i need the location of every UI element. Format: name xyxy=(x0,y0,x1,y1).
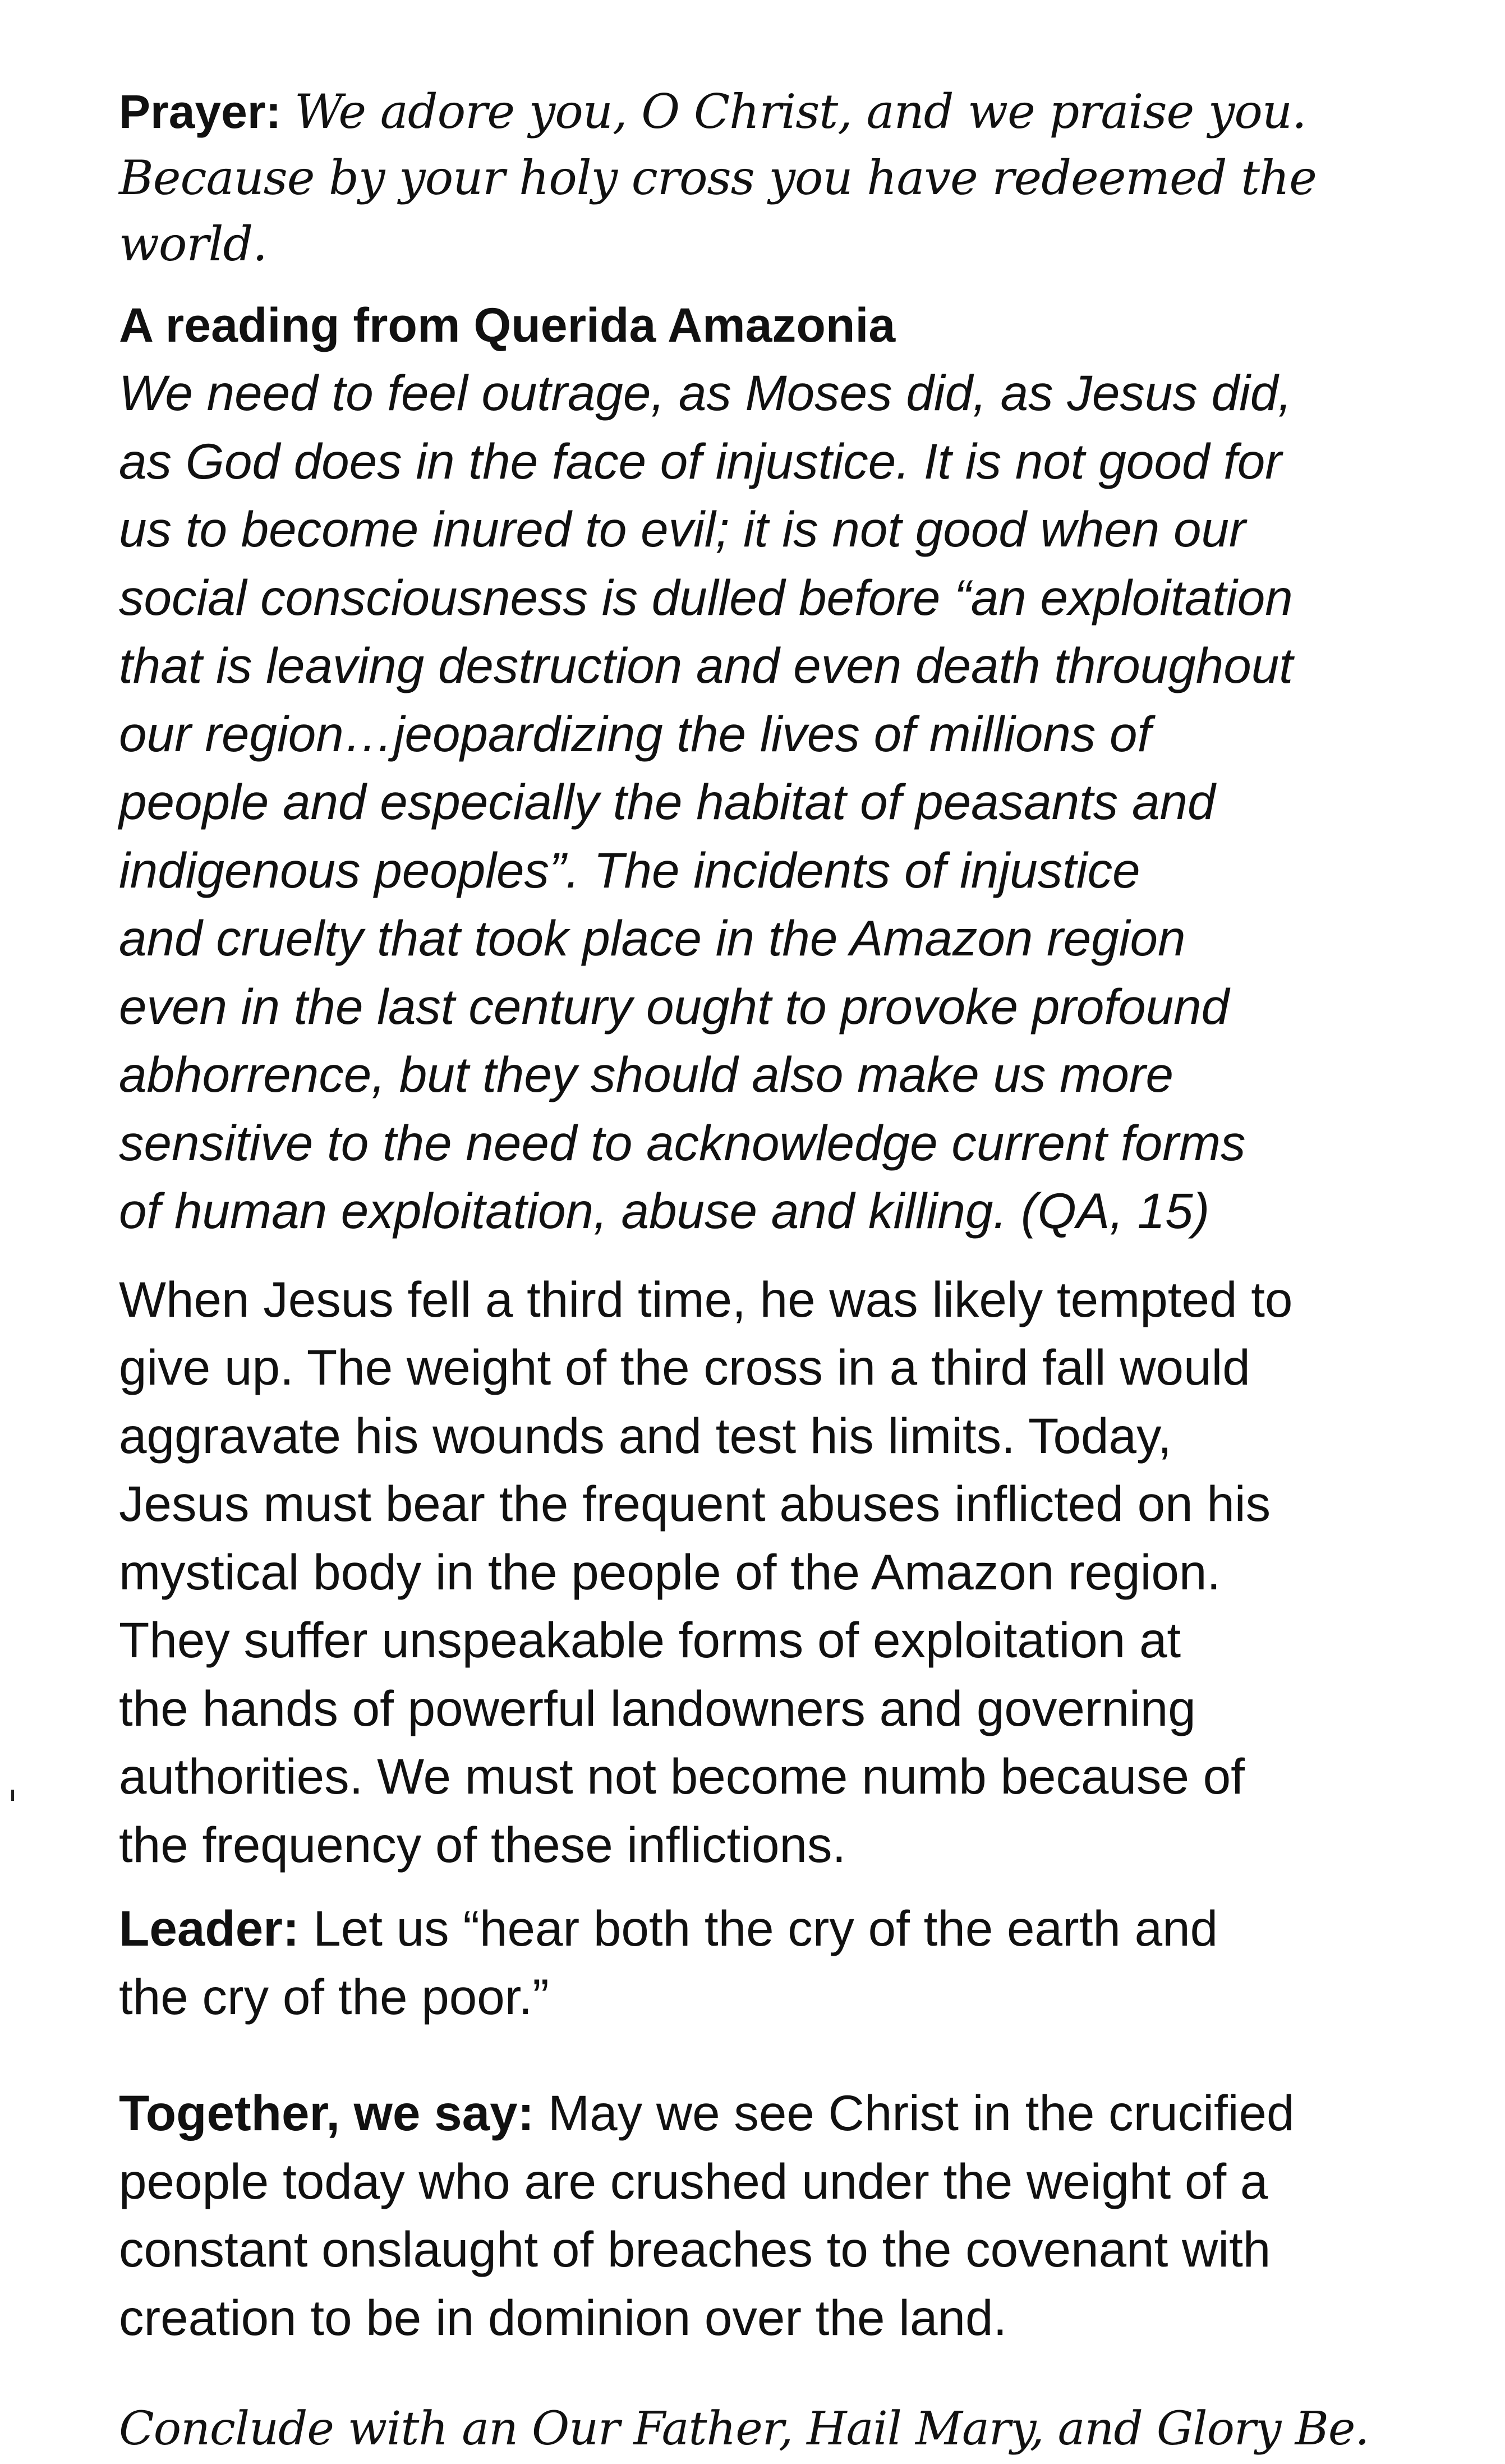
reading-title: A reading from Querida Amazonia xyxy=(119,298,896,352)
together-text: May we see Christ in the crucified people today who are crushed under the weight of a constant onslaught of breaches to the covenant with creation to be in dominion over the land. xyxy=(119,2085,1295,2346)
leader-label: Leader: xyxy=(119,1900,300,1956)
together-response xyxy=(119,2079,1432,2352)
prayer-label: Prayer: xyxy=(119,85,282,138)
leader-text: Let us “hear both the cry of the earth and the cry of the poor.” xyxy=(119,1900,1218,2025)
leader-response xyxy=(119,1895,1432,2031)
prayer-line-2: Because by your holy cross you have redeemed the world. xyxy=(119,150,1317,272)
closing-instruction: Conclude with an Our Father, Hail Mary, and Glory Be. xyxy=(119,2402,1369,2456)
reading-quote: We need to feel outrage, as Moses did, as Jesus did, as God does in the face of injustice. It is not good for us to become inured to evil; it is not good when our social consciousness is dulled before “an exploitation that is leaving destruction and even death throughout our region…jeopardizing the lives of millions of people and especially the habitat of peasants and indigenous peoples”. The incidents of injustice and cruelty that took place in the Amazon region even in the last century ought to provoke profound abhorrence, but they should also make us more sensitive to the need to acknowledge current forms of human exploitation, abuse and killing. (QA, 15) xyxy=(119,365,1293,1239)
opening-prayer xyxy=(119,79,1432,277)
reflection-paragraph: When Jesus fell a third time, he was likely tempted to give up. The weight of the cross in a third fall would aggravate his wounds and test his limits. Today, Jesus must bear the frequent abuses inflicted on his mystical body in the people of the Amazon region. They suffer unspeakable forms of exploitation at the hands of powerful landowners and governing authorities. We must not become numb because of the frequency of these inflictions. xyxy=(119,1271,1293,1873)
prayer-page xyxy=(119,79,1432,2463)
margin-mark xyxy=(11,1790,14,1801)
prayer-line-1: We adore you, O Christ, and we praise you. xyxy=(294,84,1306,139)
together-label: Together, we say: xyxy=(119,2085,535,2141)
